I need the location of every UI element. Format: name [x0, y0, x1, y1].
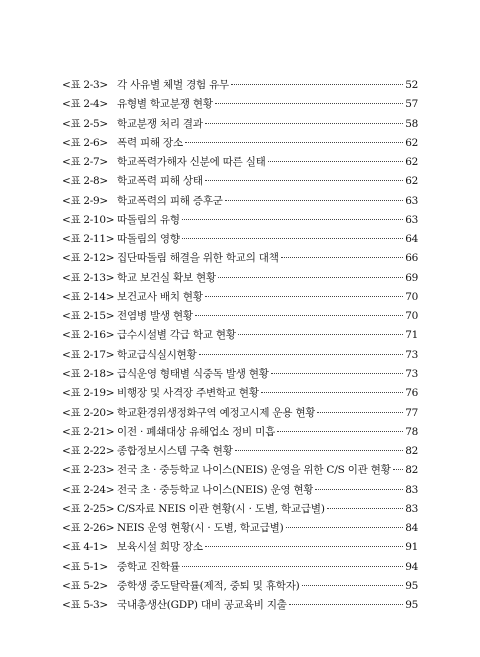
table-number: <표 2-5> — [62, 117, 108, 130]
toc-entry[interactable] — [62, 153, 418, 172]
entry-title: 전국 초 · 중등학교 나이스(NEIS) 운영 현황 — [117, 483, 314, 496]
table-number: <표 2-21> — [62, 425, 115, 438]
dot-leader — [302, 585, 404, 586]
page-number: 57 — [405, 98, 418, 111]
entry-title: 학교폭력 피해 상태 — [117, 175, 203, 188]
dot-leader — [281, 257, 404, 258]
entry-title: 중학생 중도탈락률(제적, 중퇴 및 휴학자) — [117, 579, 300, 592]
table-number: <표 2-24> — [62, 483, 115, 496]
entry-title: NEIS 운영 현황(시 · 도별, 학교급별) — [117, 522, 284, 535]
entry-title: 폭력 피해 장소 — [117, 136, 183, 149]
table-number: <표 2-13> — [62, 271, 115, 284]
toc-entry[interactable] — [62, 346, 418, 365]
table-number: <표 5-2> — [62, 579, 108, 592]
toc-entry[interactable] — [62, 558, 418, 577]
entry-title: 유형별 학교분쟁 현황 — [117, 98, 213, 111]
page-number: 95 — [405, 599, 418, 612]
page-number: 62 — [405, 175, 418, 188]
entry-title: 따돌림의 영향 — [117, 233, 180, 246]
entry-title: 종합정보시스템 구축 현황 — [117, 445, 233, 458]
entry-title: 국내총생산(GDP) 대비 공교육비 지출 — [117, 599, 287, 612]
toc-entry[interactable] — [62, 76, 418, 95]
dot-leader — [195, 315, 403, 316]
table-number: <표 2-12> — [62, 252, 115, 265]
page-number: 76 — [405, 387, 418, 400]
toc-entry[interactable] — [62, 307, 418, 326]
page-number: 82 — [405, 464, 418, 477]
entry-title: 학교환경위생정화구역 예정고시제 운용 현황 — [117, 406, 316, 419]
page-number: 78 — [405, 425, 418, 438]
table-number: <표 2-4> — [62, 98, 108, 111]
dot-leader — [235, 450, 404, 451]
table-number: <표 5-3> — [62, 599, 108, 612]
table-number: <표 2-6> — [62, 136, 108, 149]
toc-entry[interactable] — [62, 192, 418, 211]
toc-entry[interactable] — [62, 442, 418, 461]
entry-title: 전국 초 · 중등학교 나이스(NEIS) 운영을 위한 C/S 이관 현황 — [117, 464, 391, 477]
page-number: 63 — [405, 194, 418, 207]
entry-title: 학교 보건실 확보 현황 — [117, 271, 216, 284]
entry-title: 집단따돌림 해결을 위한 학교의 대책 — [117, 252, 279, 265]
toc-entry[interactable] — [62, 481, 418, 500]
page-number: 84 — [405, 522, 418, 535]
page-number: 82 — [405, 445, 418, 458]
dot-leader — [327, 508, 404, 509]
page-number: 64 — [405, 233, 418, 246]
page-number: 73 — [405, 367, 418, 380]
dot-leader — [268, 161, 404, 162]
entry-title: 각 사유별 체벌 경험 유무 — [117, 79, 229, 91]
dot-leader — [315, 489, 403, 490]
table-number: <표 5-1> — [62, 560, 108, 573]
table-number: <표 2-22> — [62, 445, 115, 458]
entry-title: 급수시설별 각급 학교 현황 — [117, 329, 236, 342]
dot-leader — [286, 527, 404, 528]
table-number: <표 2-23> — [62, 464, 115, 477]
page-number: 52 — [405, 79, 418, 91]
toc-entry[interactable] — [62, 230, 418, 249]
page-number: 70 — [405, 310, 418, 323]
toc-entry[interactable] — [62, 211, 418, 230]
toc-entry[interactable] — [62, 288, 418, 307]
entry-title: 학교폭력의 피해 증후군 — [117, 194, 223, 207]
dot-leader — [271, 373, 403, 374]
toc-entry[interactable] — [62, 538, 418, 557]
table-number: <표 2-19> — [62, 387, 115, 400]
dot-leader — [185, 142, 403, 143]
dot-leader — [277, 431, 403, 432]
table-number: <표 2-10> — [62, 213, 115, 226]
toc-entry[interactable] — [62, 519, 418, 538]
page-number: 62 — [405, 136, 418, 149]
dot-leader — [317, 412, 403, 413]
toc-entry[interactable] — [62, 365, 418, 384]
page-number: 70 — [405, 290, 418, 303]
dot-leader — [205, 123, 403, 124]
dot-leader — [205, 180, 403, 181]
toc-entry[interactable] — [62, 134, 418, 153]
dot-leader — [205, 546, 403, 547]
table-number: <표 2-8> — [62, 175, 108, 188]
page-number: 63 — [405, 213, 418, 226]
entry-title: 따돌림의 유형 — [117, 213, 180, 226]
page-number: 95 — [405, 579, 418, 592]
entry-title: 학교분쟁 처리 결과 — [117, 117, 203, 130]
entry-title: 이전 · 폐쇄대상 유해업소 정비 미흡 — [117, 425, 276, 438]
toc-entry[interactable] — [62, 384, 418, 403]
table-number: <표 2-7> — [62, 156, 108, 169]
page-number: 73 — [405, 348, 418, 361]
table-number: <표 2-11> — [62, 233, 115, 246]
table-number: <표 2-16> — [62, 329, 115, 342]
table-number: <표 2-14> — [62, 290, 115, 303]
page-number: 66 — [405, 252, 418, 265]
page-number: 91 — [405, 541, 418, 554]
entry-title: 학교폭력가해자 신분에 따른 실태 — [117, 156, 266, 169]
entry-title: 전염병 발생 현황 — [117, 310, 193, 323]
page-number: 71 — [405, 329, 418, 342]
table-number: <표 2-9> — [62, 194, 108, 207]
table-number: <표 2-26> — [62, 522, 115, 535]
dot-leader — [231, 84, 403, 85]
dot-leader — [225, 200, 404, 201]
dot-leader — [205, 296, 403, 297]
dot-leader — [182, 219, 403, 220]
page-number: 62 — [405, 156, 418, 169]
dot-leader — [215, 103, 403, 104]
dot-leader — [182, 238, 403, 239]
entry-title: 보육시설 희망 장소 — [117, 541, 203, 554]
dot-leader — [238, 334, 403, 335]
page-number: 69 — [405, 271, 418, 284]
page-number: 83 — [405, 483, 418, 496]
entry-title: 학교급식실시현황 — [117, 348, 197, 361]
toc-entry[interactable] — [62, 95, 418, 114]
table-number: <표 2-15> — [62, 310, 115, 323]
dot-leader — [289, 604, 403, 605]
entry-title: 중학교 진학률 — [117, 560, 180, 573]
dot-leader — [393, 469, 404, 470]
toc-entry[interactable] — [62, 172, 418, 191]
entry-title: 비행장 및 사격장 주변학교 현황 — [117, 387, 259, 400]
dot-leader — [261, 392, 403, 393]
table-number: <표 2-17> — [62, 348, 115, 361]
dot-leader — [199, 354, 404, 355]
entry-title: 보건교사 배치 현황 — [117, 290, 203, 303]
toc-entry[interactable] — [62, 423, 418, 442]
table-number: <표 2-20> — [62, 406, 115, 419]
page-number: 77 — [405, 406, 418, 419]
toc-entry[interactable] — [62, 269, 418, 288]
toc-entry[interactable] — [62, 596, 418, 615]
table-number: <표 4-1> — [62, 541, 108, 554]
table-number: <표 2-18> — [62, 367, 115, 380]
page-number: 58 — [405, 117, 418, 130]
toc-entry[interactable] — [62, 249, 418, 268]
dot-leader — [182, 566, 403, 567]
page-number: 83 — [405, 502, 418, 515]
dot-leader — [218, 277, 403, 278]
table-number: <표 2-25> — [62, 502, 115, 515]
toc-entry[interactable] — [62, 500, 418, 519]
entry-title: 급식운영 형태별 식중독 발생 현황 — [117, 367, 269, 380]
toc-entry[interactable] — [62, 326, 418, 345]
toc-entry[interactable] — [62, 461, 418, 480]
table-number: <표 2-3> — [62, 79, 108, 91]
toc-entry[interactable] — [62, 577, 418, 596]
page-number: 94 — [405, 560, 418, 573]
toc-entry[interactable] — [62, 404, 418, 423]
table-of-tables — [62, 76, 418, 615]
entry-title: C/S자료 NEIS 이관 현황(시 · 도별, 학교급별) — [117, 502, 325, 515]
toc-entry[interactable] — [62, 115, 418, 134]
